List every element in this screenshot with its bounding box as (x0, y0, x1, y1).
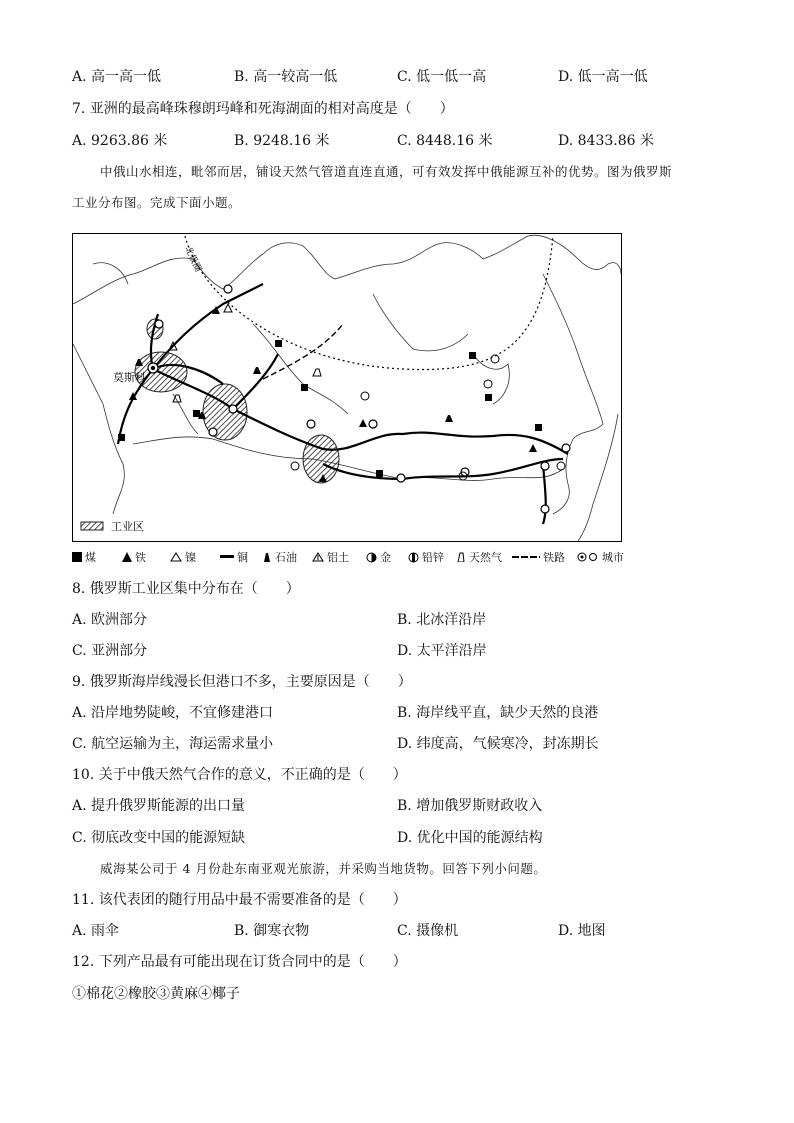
passage2: 威海某公司于 4 月份赴东南亚观光旅游，并采购当地货物。回答下列小问题。 (100, 861, 547, 876)
iron-icon (122, 552, 132, 562)
russia-industry-map (72, 233, 622, 542)
city-krasnoyarsk (369, 420, 377, 428)
gold-symbol (484, 380, 492, 388)
city-moscow-dot (151, 366, 154, 369)
city-komsomolsk (562, 444, 570, 452)
city-murmansk (224, 285, 232, 293)
coal-symbol (535, 424, 542, 431)
q10-option-a: A. 提升俄罗斯能源的出口量 (72, 798, 246, 814)
q8-option-a: A. 欧洲部分 (72, 612, 148, 628)
passage1-line2: 工业分布图。完成下面小题。 (72, 195, 242, 210)
coal-symbol (376, 470, 383, 477)
legend-leadzinc (408, 549, 444, 565)
legend-coal (72, 549, 96, 565)
leadzinc-symbol (291, 462, 299, 470)
coal-symbol (301, 384, 308, 391)
q11-option-b: B. 御寒衣物 (234, 923, 310, 939)
city-ekaterinburg (229, 405, 237, 413)
legend-city (577, 549, 624, 565)
legend-bauxite-label: 铝土 (327, 551, 349, 564)
leadzinc-icon (408, 552, 419, 563)
legend-railway (512, 549, 565, 565)
city-chelyabinsk (209, 428, 217, 436)
q9-option-a: A. 沿岸地势陡峻，不宜修建港口 (72, 705, 274, 721)
q6-option-b: B. 高一较高一低 (234, 69, 338, 85)
railways (118, 284, 568, 524)
legend-copper (220, 549, 248, 565)
industry-legend-swatch (81, 522, 103, 530)
map-svg (73, 234, 621, 541)
city-icon (577, 552, 599, 562)
q12-items: ①棉花②橡胶③黄麻④椰子 (72, 986, 240, 1002)
industry-legend-label: 工业区 (111, 520, 144, 533)
coal-icon (72, 552, 82, 562)
q9-option-b: B. 海岸线平直，缺少天然的良港 (397, 705, 599, 721)
nickel-symbol (224, 304, 232, 312)
coal-symbol (193, 410, 200, 417)
q9-stem: 9. 俄罗斯海岸线漫长但港口不多，主要原因是（ ） (72, 674, 412, 690)
city-irkutsk (397, 474, 405, 482)
q10-option-d: D. 优化中国的能源结构 (397, 830, 543, 846)
gas-icon (456, 552, 466, 562)
legend-gold-label: 金 (380, 551, 391, 564)
railway-icon (512, 552, 540, 562)
q8-option-d: D. 太平洋沿岸 (397, 643, 487, 659)
gold-symbol (491, 355, 499, 363)
coal-symbol (275, 340, 282, 347)
legend-gas-label: 天然气 (469, 551, 502, 564)
city-khabarovsk (541, 462, 549, 470)
legend-oil-label: 石油 (275, 551, 297, 564)
q6-option-d: D. 低一高一低 (558, 69, 648, 85)
legend-city-label: 城市 (602, 551, 624, 564)
legend-iron-label: 铁 (135, 551, 146, 564)
legend-nickel (170, 549, 196, 565)
q7-stem: 7. 亚洲的最高峰珠穆朗玛峰和死海湖面的相对高度是（ ） (72, 101, 454, 117)
legend-leadzinc-label: 铅锌 (422, 551, 444, 564)
oil-symbol (445, 415, 453, 422)
leadzinc-symbol (557, 462, 565, 470)
gold-symbol (361, 392, 369, 400)
q6-option-a: A. 高一高一低 (72, 69, 162, 85)
city-arkhangelsk (155, 320, 163, 328)
legend-iron (122, 549, 146, 565)
q8-option-b: B. 北冰洋沿岸 (397, 612, 487, 628)
q10-stem: 10. 关于中俄天然气合作的意义，不正确的是（ ） (72, 767, 407, 783)
q11-stem: 11. 该代表团的随行用品中最不需要准备的是（ ） (72, 892, 407, 908)
map-legend (72, 549, 632, 567)
city-novosibirsk (307, 420, 315, 428)
iron-symbol (359, 419, 367, 427)
coal-symbol (469, 352, 476, 359)
legend-copper-label: 铜 (237, 551, 248, 564)
industry-zone-siberia (303, 435, 339, 483)
arctic-circle-label: 北极圈 (182, 245, 203, 274)
q6-option-c: C. 低一低一高 (397, 69, 487, 85)
coal-symbol (485, 394, 492, 401)
legend-gold (366, 549, 391, 565)
arctic-circle (185, 236, 553, 370)
legend-nickel-label: 镍 (185, 551, 196, 564)
iron-symbol (529, 444, 537, 452)
city-vladivostok (541, 505, 549, 513)
q10-option-c: C. 彻底改变中国的能源短缺 (72, 830, 246, 846)
copper-icon (220, 552, 234, 562)
bauxite-icon (312, 552, 324, 562)
q7-option-a: A. 9263.86 米 (72, 133, 168, 149)
legend-gas (456, 549, 502, 565)
q8-option-c: C. 亚洲部分 (72, 643, 148, 659)
moscow-label: 莫斯科 (113, 371, 146, 384)
legend-coal-label: 煤 (85, 551, 96, 564)
q9-option-d: D. 纬度高，气候寒冷，封冻期长 (397, 736, 599, 752)
q11-option-a: A. 雨伞 (72, 923, 120, 939)
q9-option-c: C. 航空运输为主，海运需求量小 (72, 736, 274, 752)
q12-stem: 12. 下列产品最有可能出现在订货合同中的是（ ） (72, 954, 407, 970)
q7-option-c: C. 8448.16 米 (397, 133, 493, 149)
passage1-line1: 中俄山水相连，毗邻而居，铺设天然气管道直连直通，可有效发挥中俄能源互补的优势。图为俄罗斯 (100, 164, 673, 179)
gas-symbol (313, 369, 321, 376)
coal-symbol (118, 434, 125, 441)
legend-oil (262, 549, 297, 565)
oil-icon (262, 552, 272, 562)
q10-option-b: B. 增加俄罗斯财政收入 (397, 798, 543, 814)
q7-option-b: B. 9248.16 米 (234, 133, 330, 149)
q11-option-c: C. 摄像机 (397, 923, 459, 939)
q8-stem: 8. 俄罗斯工业区集中分布在（ ） (72, 581, 300, 597)
railway-dashed (263, 324, 343, 379)
legend-railway-label: 铁路 (543, 551, 565, 564)
oil-symbol (253, 367, 261, 374)
nickel-icon (170, 552, 182, 562)
q7-option-d: D. 8433.86 米 (558, 133, 654, 149)
legend-bauxite (312, 549, 349, 565)
gold-icon (366, 552, 377, 563)
q11-option-d: D. 地图 (558, 923, 606, 939)
